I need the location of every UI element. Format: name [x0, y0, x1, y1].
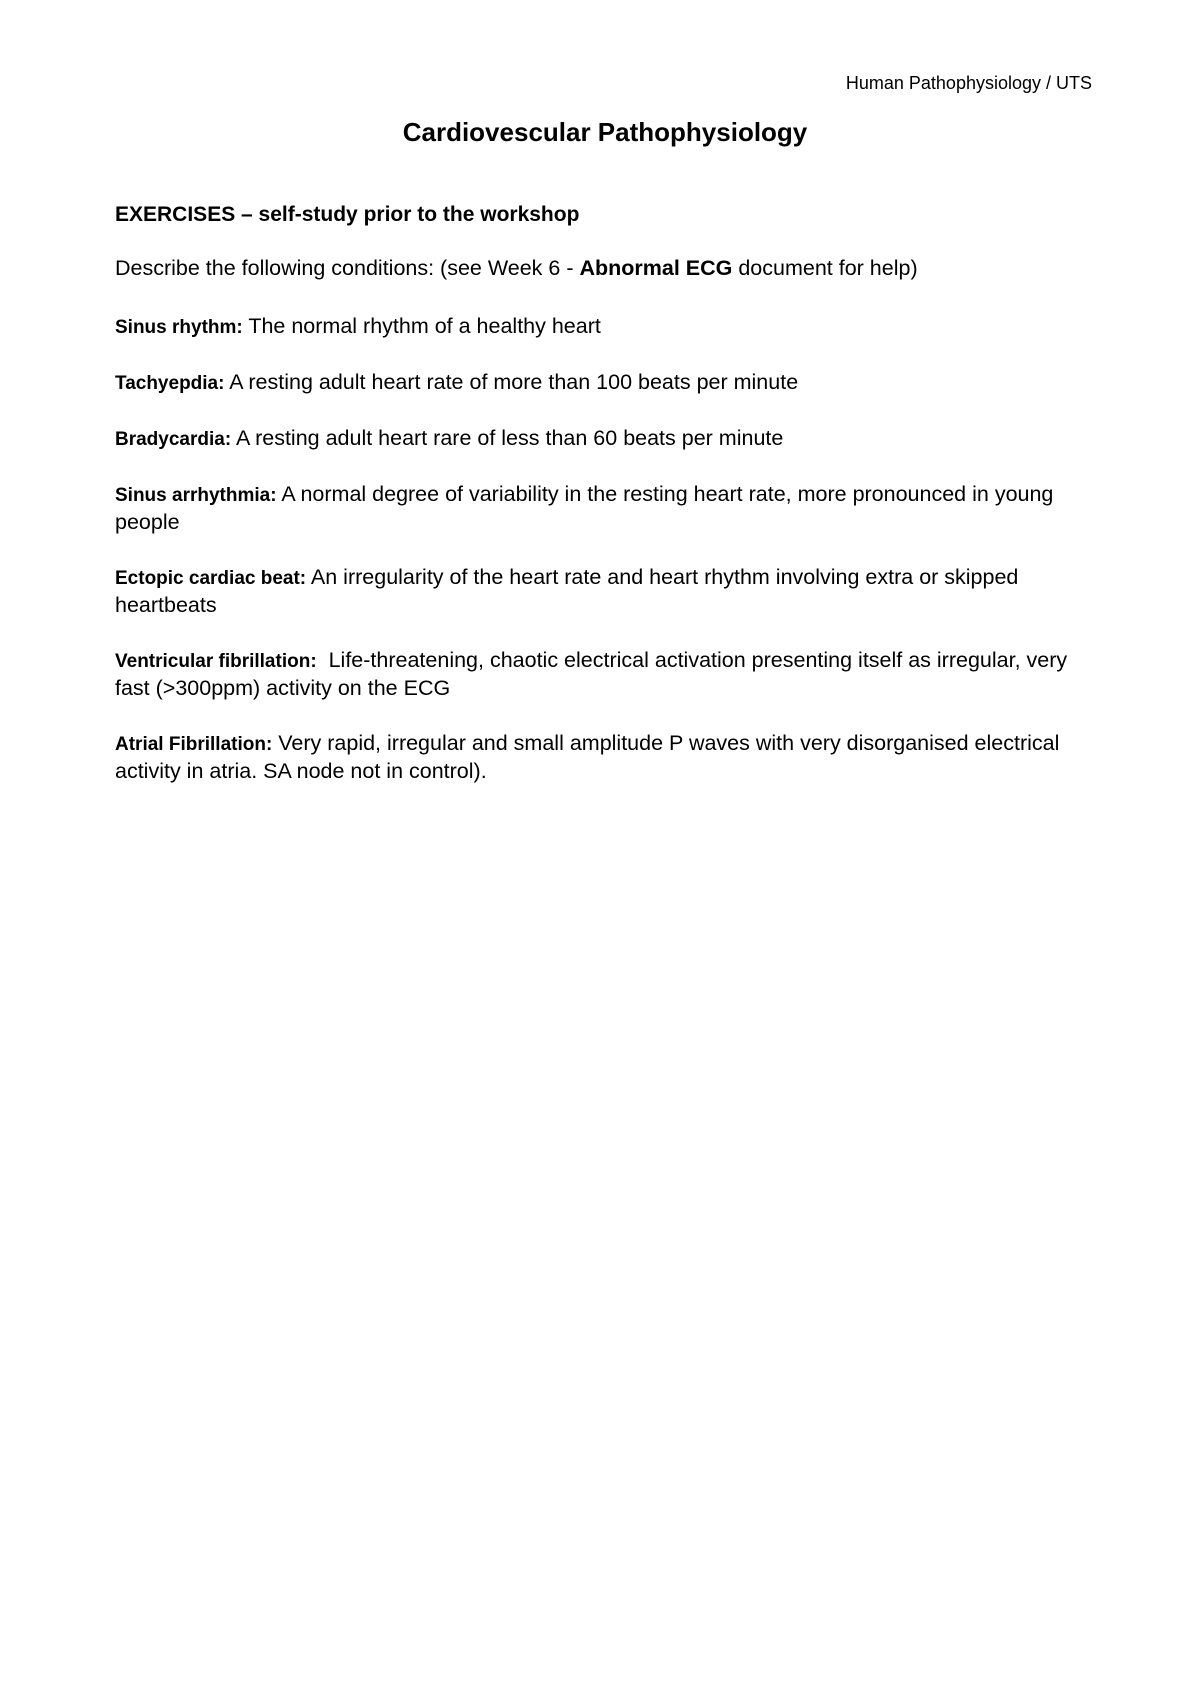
condition-term: Bradycardia: [115, 429, 232, 450]
condition-term: Ectopic cardiac beat: [115, 568, 307, 589]
condition-term: Sinus rhythm: [115, 317, 243, 338]
condition-term: Atrial Fibrillation: [115, 734, 273, 755]
condition-bradycardia [115, 425, 1095, 453]
condition-description: Very rapid, irregular and small amplitude P waves with very disorganised electrical activity in atria. SA node not in control). [115, 731, 1060, 783]
condition-ectopic-cardiac-beat [115, 564, 1095, 619]
condition-description: Life-threatening, chaotic electrical activation presenting itself as irregular, very fast (>300ppm) activity on the ECG [115, 648, 1074, 700]
condition-description: A resting adult heart rare of less than 60 beats per minute [231, 426, 784, 450]
instruction-emphasis: Abnormal ECG [579, 256, 733, 280]
condition-atrial-fibrillation [115, 730, 1095, 785]
condition-ventricular-fibrillation [115, 647, 1095, 702]
instruction-text-before: Describe the following conditions: (see Week 6 - [115, 256, 580, 280]
condition-term: Ventricular fibrillation: [115, 651, 317, 672]
page-title: Cardiovescular Pathophysiology [402, 117, 808, 147]
condition-term: Sinus arrhythmia: [115, 485, 277, 506]
condition-description: A resting adult heart rate of more than 100 beats per minute [224, 370, 799, 394]
condition-sinus-arrhythmia [115, 481, 1095, 536]
condition-description: An irregularity of the heart rate and heart rhythm involving extra or skipped heartbeats [115, 565, 1019, 617]
running-header: Human Pathophysiology / UTS [845, 73, 1092, 93]
section-heading: EXERCISES – self-study prior to the workshop [115, 203, 580, 226]
condition-term: Tachyepdia: [115, 373, 225, 394]
condition-description: A normal degree of variability in the resting heart rate, more pronounced in young people [115, 482, 1054, 534]
conditions-list [115, 313, 1095, 785]
document-body [115, 202, 1095, 813]
instruction-paragraph [115, 255, 1095, 282]
instruction-text-after: document for help) [732, 256, 918, 280]
condition-sinus-rhythm [115, 313, 1095, 341]
condition-description: The normal rhythm of a healthy heart [242, 314, 601, 338]
condition-tachyepdia [115, 369, 1095, 397]
